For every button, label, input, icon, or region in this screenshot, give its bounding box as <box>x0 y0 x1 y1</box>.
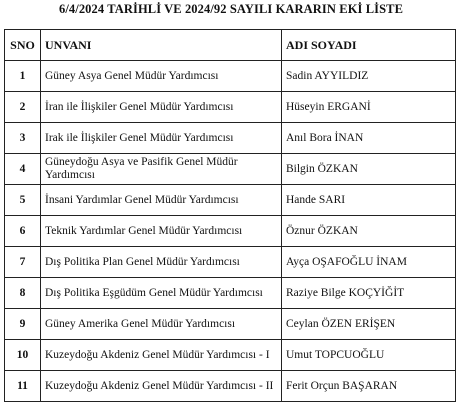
cell-adi-soyadi: Anıl Bora İNAN <box>282 123 456 154</box>
cell-unvan: Güney Asya Genel Müdür Yardımcısı <box>41 61 282 92</box>
header-adi-soyadi: ADI SOYADI <box>282 30 456 61</box>
table-row <box>5 123 456 154</box>
table-row <box>5 185 456 216</box>
cell-unvan: Dış Politika Eşgüdüm Genel Müdür Yardımcısı <box>41 278 282 309</box>
table-row <box>5 340 456 371</box>
cell-sno: 3 <box>5 123 41 154</box>
cell-unvan: Teknik Yardımlar Genel Müdür Yardımcısı <box>41 216 282 247</box>
cell-sno: 6 <box>5 216 41 247</box>
table-row <box>5 92 456 123</box>
cell-sno: 5 <box>5 185 41 216</box>
cell-adi-soyadi: Hüseyin ERGANİ <box>282 92 456 123</box>
cell-sno: 7 <box>5 247 41 278</box>
table-row <box>5 61 456 92</box>
table-row <box>5 309 456 340</box>
header-unvani: UNVANI <box>41 30 282 61</box>
table-row <box>5 278 456 309</box>
cell-sno: 9 <box>5 309 41 340</box>
cell-unvan: Güney Amerika Genel Müdür Yardımcısı <box>41 309 282 340</box>
cell-sno: 8 <box>5 278 41 309</box>
cell-sno: 2 <box>5 92 41 123</box>
appointment-list-table <box>4 29 456 402</box>
cell-unvan: Kuzeydoğu Akdeniz Genel Müdür Yardımcısı - II <box>41 371 282 402</box>
cell-sno: 4 <box>5 154 41 185</box>
cell-unvan: İran ile İlişkiler Genel Müdür Yardımcısı <box>41 92 282 123</box>
header-sno: SNO <box>5 30 41 61</box>
cell-adi-soyadi: Bilgin ÖZKAN <box>282 154 456 185</box>
cell-sno: 1 <box>5 61 41 92</box>
cell-unvan: Kuzeydoğu Akdeniz Genel Müdür Yardımcısı - I <box>41 340 282 371</box>
cell-unvan: Güneydoğu Asya ve Pasifik Genel Müdür Yardımcısı <box>41 154 282 185</box>
table-row <box>5 247 456 278</box>
cell-adi-soyadi: Sadin AYYILDIZ <box>282 61 456 92</box>
cell-adi-soyadi: Ferit Orçun BAŞARAN <box>282 371 456 402</box>
cell-adi-soyadi: Raziye Bilge KOÇYİĞİT <box>282 278 456 309</box>
table-row <box>5 371 456 402</box>
cell-adi-soyadi: Ceylan ÖZEN ERİŞEN <box>282 309 456 340</box>
cell-unvan: Irak ile İlişkiler Genel Müdür Yardımcısı <box>41 123 282 154</box>
cell-adi-soyadi: Hande SARI <box>282 185 456 216</box>
cell-unvan: İnsani Yardımlar Genel Müdür Yardımcısı <box>41 185 282 216</box>
cell-adi-soyadi: Öznur ÖZKAN <box>282 216 456 247</box>
table-row <box>5 216 456 247</box>
table-header-row <box>5 30 456 61</box>
cell-adi-soyadi: Umut TOPCUOĞLU <box>282 340 456 371</box>
cell-sno: 10 <box>5 340 41 371</box>
table-row <box>5 154 456 185</box>
cell-sno: 11 <box>5 371 41 402</box>
cell-adi-soyadi: Ayça OŞAFOĞLU İNAM <box>282 247 456 278</box>
document-title: 6/4/2024 TARİHLİ VE 2024/92 SAYILI KARARIN EKİ LİSTE <box>58 2 404 16</box>
cell-unvan: Dış Politika Plan Genel Müdür Yardımcısı <box>41 247 282 278</box>
